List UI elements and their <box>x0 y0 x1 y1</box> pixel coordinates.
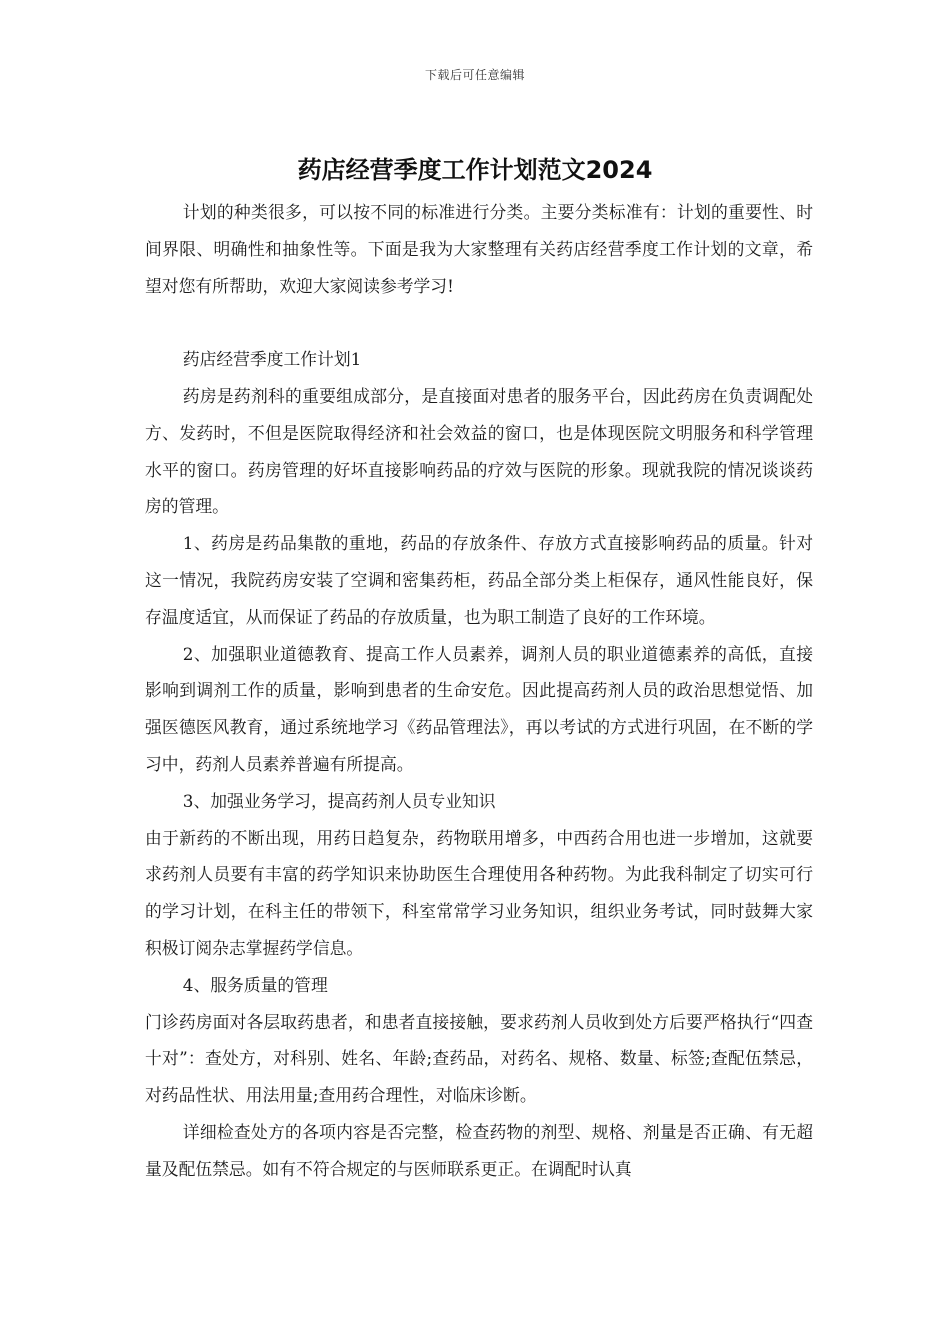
body-paragraph: 由于新药的不断出现，用药日趋复杂，药物联用增多，中西药合用也进一步增加，这就要求药剂人员要有丰富的药学知识来协助医生合理使用各种药物。为此我科制定了切实可行的学习计划，在科主任的带领下，科室常常学习业务知识，组织业务考试，同时鼓舞大家积极订阅杂志掌握药学信息。 <box>145 827 813 958</box>
document-body <box>145 194 813 1188</box>
item-heading: 3、加强业务学习，提高药剂人员专业知识 <box>182 790 496 811</box>
item-heading: 4、服务质量的管理 <box>182 974 328 995</box>
body-paragraph: 药房是药剂科的重要组成部分，是直接面对患者的服务平台，因此药房在负责调配处方、发药时，不但是医院取得经济和社会效益的窗口，也是体现医院文明服务和科学管理水平的窗口。药房管理的好坏直接影响药品的疗效与医院的形象。现就我院的情况谈谈药房的管理。 <box>145 385 813 517</box>
header-note: 下载后可任意编辑 <box>424 68 525 82</box>
document-title: 药店经营季度工作计划范文2024 <box>297 156 653 184</box>
intro-paragraph: 计划的种类很多，可以按不同的标准进行分类。主要分类标准有：计划的重要性、时间界限、明确性和抽象性等。下面是我为大家整理有关药店经营季度工作计划的文章，希望对您有所帮助，欢迎大家阅读参考学习! <box>145 202 813 296</box>
section-heading: 药店经营季度工作计划1 <box>182 349 362 370</box>
body-paragraph: 门诊药房面对各层取药患者，和患者直接接触，要求药剂人员收到处方后要严格执行“四查十对”：查处方，对科别、姓名、年龄;查药品，对药名、规格、数量、标签;查配伍禁忌，对药品性状、用法用量;查用药合理性，对临床诊断。 <box>145 1011 813 1106</box>
body-paragraph: 2、加强职业道德教育、提高工作人员素养，调剂人员的职业道德素养的高低，直接影响到调剂工作的质量，影响到患者的生命安危。因此提高药剂人员的政治思想觉悟、加强医德医风教育，通过系统地学习《药品管理法》，再以考试的方式进行巩固，在不断的学习中，药剂人员素养普遍有所提高。 <box>145 643 813 774</box>
paragraph-spacer <box>145 304 813 341</box>
body-paragraph: 详细检查处方的各项内容是否完整，检查药物的剂型、规格、剂量是否正确、有无超量及配伍禁忌。如有不符合规定的与医师联系更正。在调配时认真 <box>145 1121 813 1179</box>
body-paragraph: 1、药房是药品集散的重地，药品的存放条件、存放方式直接影响药品的质量。针对这一情况，我院药房安装了空调和密集药柜，药品全部分类上柜保存，通风性能良好，保存温度适宜，从而保证了药品的存放质量，也为职工制造了良好的工作环境。 <box>145 533 813 627</box>
